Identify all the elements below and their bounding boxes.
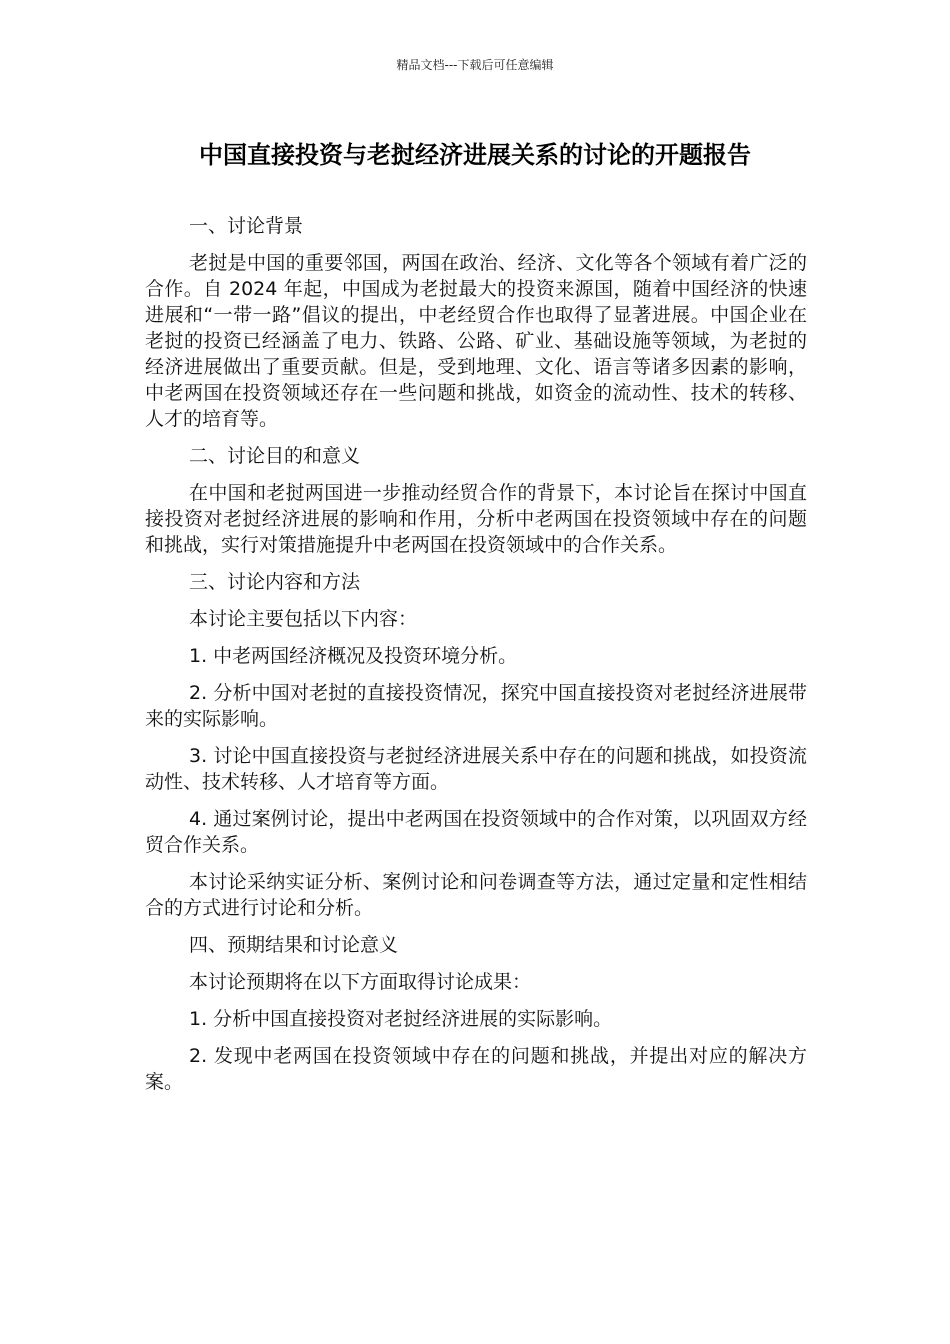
paragraph-results-intro: 本讨论预期将在以下方面取得讨论成果： [189,971,532,993]
list-item: 3. 讨论中国直接投资与老挝经济进展关系中存在的问题和挑战，如投资流动性、技术转移、人才培育等方面。 [145,745,807,793]
document-body [145,213,807,1106]
list-item: 2. 发现中老两国在投资领域中存在的问题和挑战，并提出对应的解决方案。 [145,1045,807,1093]
paragraph-purpose: 在中国和老挝两国进一步推动经贸合作的背景下，本讨论旨在探讨中国直接投资对老挝经济进展的影响和作用，分析中老两国在投资领域中存在的问题和挑战，实行对策措施提升中老两国在投资领域中的合作关系。 [145,482,807,556]
paragraph-methods: 本讨论采纳实证分析、案例讨论和问卷调查等方法，通过定量和定性相结合的方式进行讨论和分析。 [145,871,807,919]
section-heading-purpose: 二、讨论目的和意义 [189,445,361,467]
paragraph-background: 老挝是中国的重要邻国，两国在政治、经济、文化等各个领域有着广泛的合作。自 2024 年起，中国成为老挝最大的投资来源国，随着中国经济的快速进展和“一带一路”倡议的提出，中老经贸合作也取得了显著进展。中国企业在老挝的投资已经涵盖了电力、铁路、公路、矿业、基础设施等领域，为老挝的经济进展做出了重要贡献。但是，受到地理、文化、语言等诸多因素的影响，中老两国在投资领域还存在一些问题和挑战，如资金的流动性、技术的转移、人才的培育等。 [145,252,807,430]
page-header: 精品文档---下载后可任意编辑 [396,58,554,72]
list-item: 2. 分析中国对老挝的直接投资情况，探究中国直接投资对老挝经济进展带来的实际影响。 [145,682,807,730]
section-heading-background: 一、讨论背景 [189,215,304,237]
section-heading-expected-results: 四、预期结果和讨论意义 [189,934,399,956]
section-heading-content-methods: 三、讨论内容和方法 [189,571,361,593]
list-item: 1. 中老两国经济概况及投资环境分析。 [189,645,518,667]
list-item: 1. 分析中国直接投资对老挝经济进展的实际影响。 [189,1008,613,1030]
list-item: 4. 通过案例讨论，提出中老两国在投资领域中的合作对策，以巩固双方经贸合作关系。 [145,808,807,856]
document-title: 中国直接投资与老挝经济进展关系的讨论的开题报告 [199,141,751,169]
paragraph-content-intro: 本讨论主要包括以下内容： [189,608,418,630]
